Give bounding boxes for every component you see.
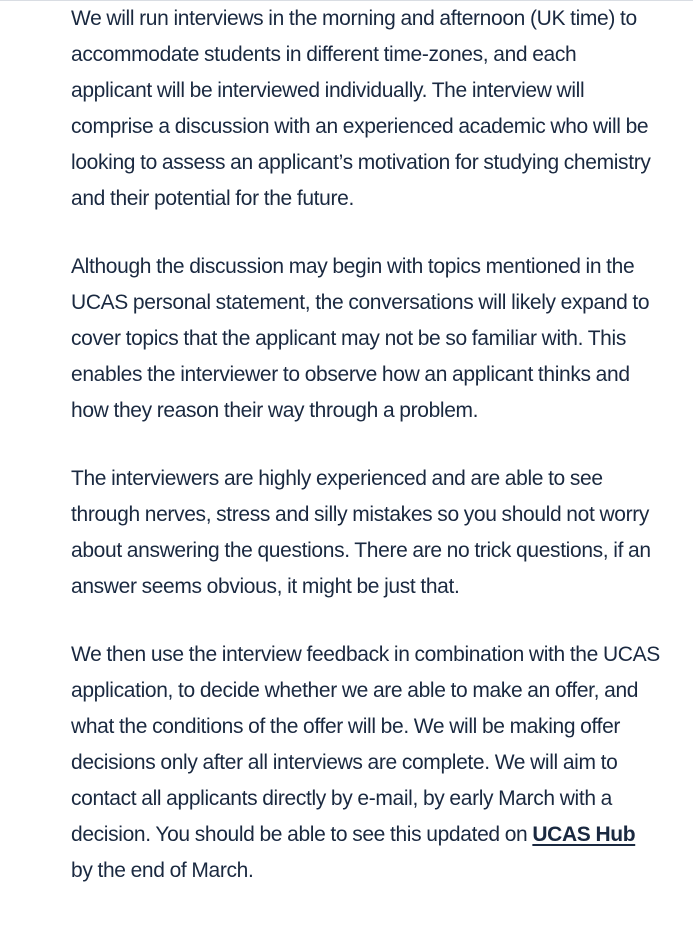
paragraph-discussion-topics: Although the discussion may begin with topics mentioned in the UCAS personal statement, the conversations will likely expand to cover topics that the applicant may not be so familiar with. This enables the interviewer to observe how an applicant thinks and how they reason their way through a problem. [71, 255, 650, 422]
article-body [71, 0, 661, 889]
paragraph-interviewers: The interviewers are highly experienced and are able to see through nerves, stress and silly mistakes so you should not worry about answering the questions. There are no trick questions, if an answer seems obvious, it might be just that. [71, 467, 651, 598]
paragraph-offer-decisions [71, 637, 661, 889]
offer-decisions-text-end: by the end of March. [71, 859, 254, 882]
offer-decisions-text: We then use the interview feedback in combination with the UCAS application, to decide whether we are able to make an offer, and what the conditions of the offer will be. We will be making offer decisions only after all interviews are complete. We will aim to contact all applicants directly by e-mail, by early March with a decision. You should be able to see this updated on [71, 643, 660, 846]
paragraph-interview-schedule: We will run interviews in the morning and afternoon (UK time) to accommodate students in different time-zones, and each applicant will be interviewed individually. The interview will comprise a discussion with an experienced academic who will be looking to assess an applicant’s motivation for studying chemistry and their potential for the future. [71, 7, 651, 210]
ucas-hub-link[interactable]: UCAS Hub [532, 823, 636, 846]
